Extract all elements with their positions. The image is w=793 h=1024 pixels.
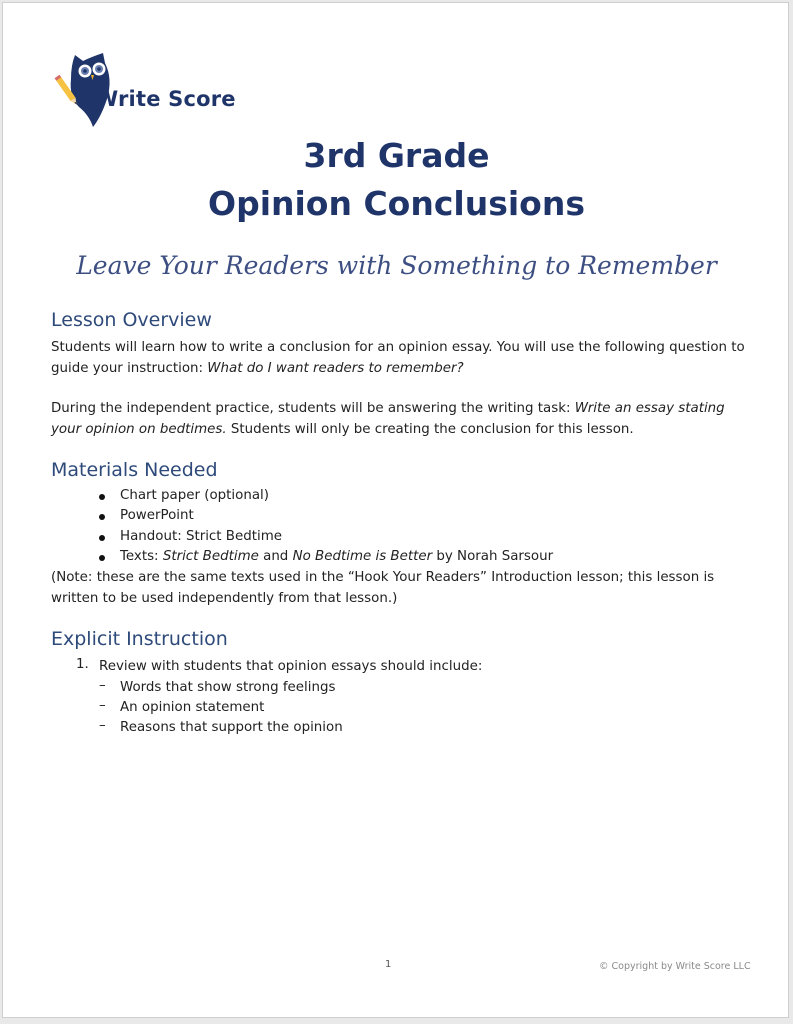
page-subtitle: Leave Your Readers with Something to Remember (76, 251, 717, 280)
materials-heading: Materials Needed (51, 459, 218, 481)
bullet-icon (99, 514, 105, 520)
dash-icon: – (99, 678, 106, 693)
logo-text: Write Score (95, 87, 236, 111)
dash-icon: – (99, 698, 106, 713)
bullet-icon (99, 555, 105, 561)
sub-item: An opinion statement (120, 700, 265, 715)
materials-item-texts: Texts: Strict Bedtime and No Bedtime is Better by Norah Sarsour (120, 549, 554, 564)
materials-item: Chart paper (optional) (120, 488, 269, 503)
page-number: 1 (385, 959, 392, 970)
page-title-topic: Opinion Conclusions (208, 184, 585, 223)
step-text: Review with students that opinion essays should include: (99, 659, 483, 674)
bullet-icon (99, 494, 105, 500)
step-number: 1. (76, 657, 89, 672)
dash-icon: – (99, 718, 106, 733)
write-score-logo (53, 49, 236, 131)
sub-item: Words that show strong feelings (120, 680, 336, 695)
sub-item: Reasons that support the opinion (120, 720, 343, 735)
lesson-overview-paragraph-2: During the independent practice, students will be answering the writing task: Write an essay stating your opinion on bedtimes. Students will only be creating the conclusion for this lesson. (51, 401, 725, 437)
lesson-overview-paragraph-1: Students will learn how to write a conclusion for an opinion essay. You will use the following question to guide your instruction: What do I want readers to remember? (51, 340, 745, 376)
document-page (2, 2, 789, 1018)
copyright-notice: © Copyright by Write Score LLC (599, 961, 751, 972)
materials-item: PowerPoint (120, 508, 194, 523)
materials-note: (Note: these are the same texts used in the “Hook Your Readers” Introduction lesson; this lesson is written to be used independently from that lesson.) (51, 570, 715, 606)
bullet-icon (99, 535, 105, 541)
materials-item: Handout: Strict Bedtime (120, 529, 282, 544)
page-title-grade: 3rd Grade (303, 136, 490, 175)
lesson-overview-heading: Lesson Overview (51, 309, 212, 331)
explicit-instruction-heading: Explicit Instruction (51, 628, 228, 650)
